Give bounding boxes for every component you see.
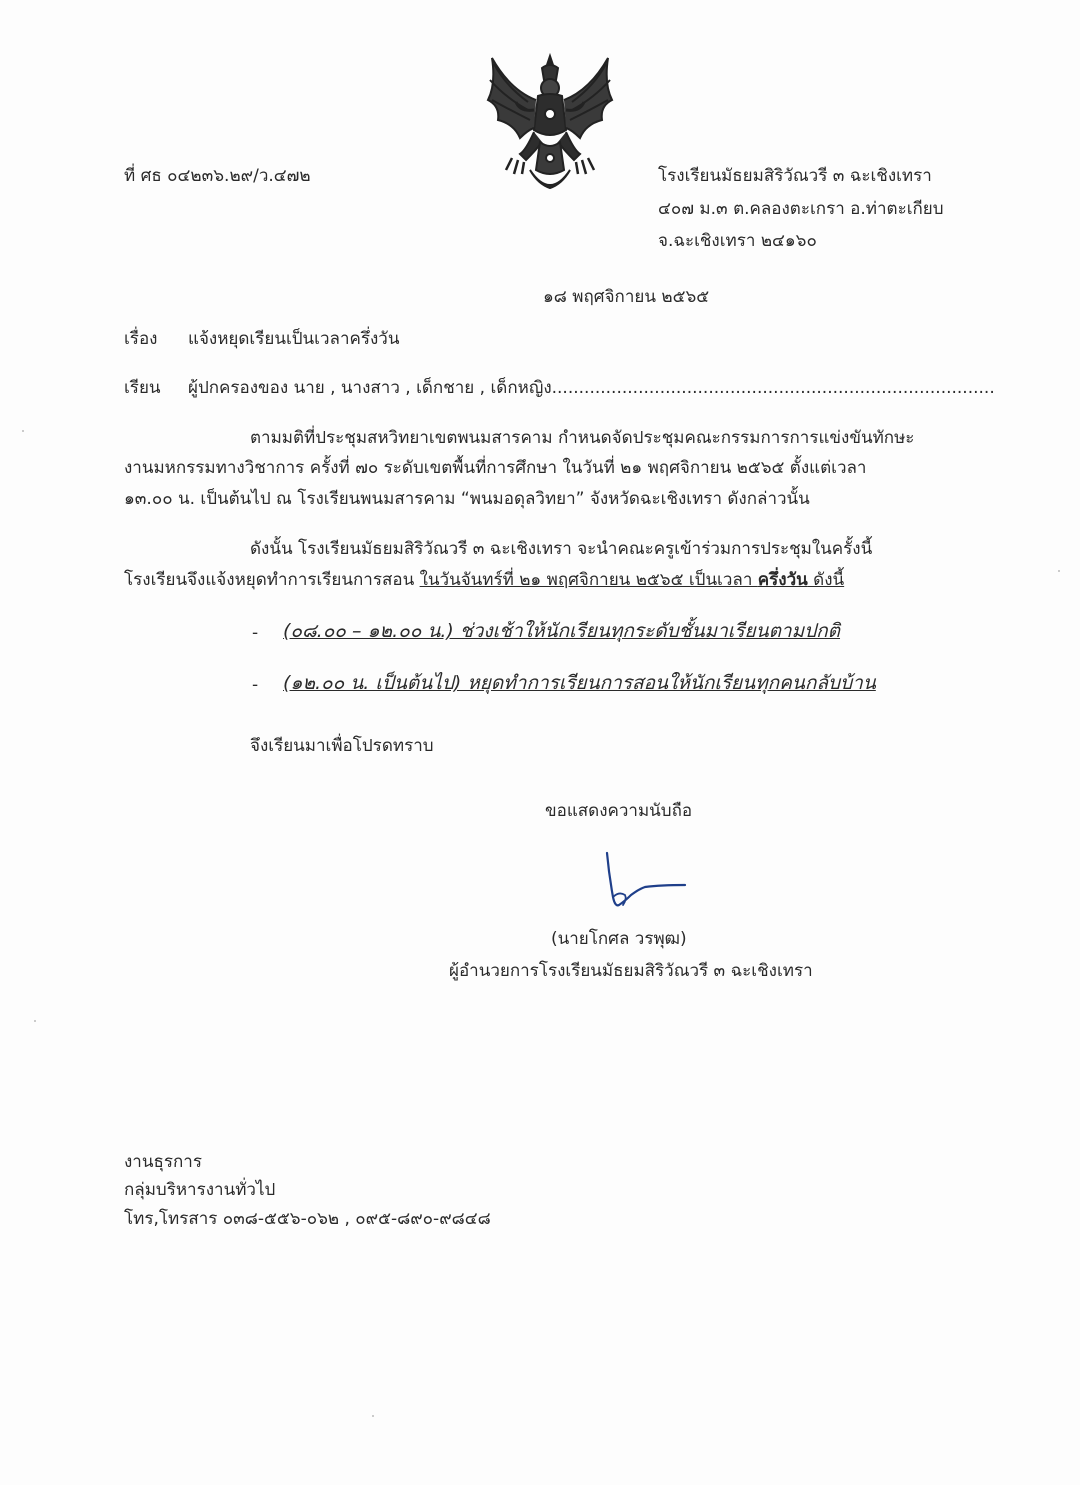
footer-department: งานธุรการ — [124, 1152, 202, 1172]
garuda-emblem-icon — [470, 50, 630, 200]
scan-speck — [22, 430, 24, 432]
signatory-name: (นายโกศล วรพุฒ) — [551, 929, 687, 949]
signature-icon — [585, 845, 695, 920]
letter-date: ๑๘ พฤศจิกายน ๒๕๖๕ — [543, 287, 710, 307]
addressee-text: ผู้ปกครองของ นาย , นางสาว , เด็กชาย , เด็กหญิง.................................................................................. — [188, 378, 995, 398]
school-name: โรงเรียนมัธยมสิริวัณวรี ๓ ฉะเชิงเทรา — [658, 166, 932, 186]
para1-line1: ตามมติที่ประชุมสหวิทยาเขตพนมสารคาม กำหนดจัดประชุมคณะกรรมการการแข่งขันทักษะ — [250, 428, 915, 448]
regards: ขอแสดงความนับถือ — [545, 801, 693, 821]
bullet2-text: (๑๒.๐๐ น. เป็นต้นไป) หยุดทำการเรียนการสอนให้นักเรียนทุกคนกลับบ้าน — [283, 672, 876, 694]
para2-line2 — [124, 569, 844, 591]
para2-line2-start: โรงเรียนจึงแจ้งหยุดทำการเรียนการสอน — [124, 570, 420, 590]
para2-line1: ดังนั้น โรงเรียนมัธยมสิริวัณวรี ๓ ฉะเชิงเทรา จะนำคณะครูเข้าร่วมการประชุมในครั้งนี้ — [250, 539, 873, 559]
scan-speck — [1058, 570, 1060, 572]
closing-line: จึงเรียนมาเพื่อโปรดทราบ — [250, 736, 434, 756]
addressee-label: เรียน — [124, 378, 161, 398]
bullet2-marker: - — [252, 675, 259, 695]
footer-phone: โทร,โทรสาร ๐๓๘-๕๕๖-๐๖๒ , ๐๙๕-๘๙๐-๙๘๔๘ — [124, 1209, 491, 1229]
para1-line3: ๑๓.๐๐ น. เป็นต้นไป ณ โรงเรียนพนมสารคาม “พนมอดุลวิทยา” จังหวัดฉะเชิงเทรา ดังกล่าวนั้น — [124, 489, 810, 509]
scan-speck — [372, 1415, 374, 1417]
reference-number: ที่ ศธ ๐๔๒๓๖.๒๙/ว.๔๗๒ — [124, 166, 311, 186]
bullet1-marker: - — [252, 623, 259, 643]
address-line-1: ๔๐๗ ม.๓ ต.คลองตะเกรา อ.ท่าตะเกียบ — [658, 199, 944, 219]
scan-speck — [34, 1020, 36, 1022]
address-line-2: จ.ฉะเชิงเทรา ๒๔๑๖๐ — [658, 231, 817, 251]
subject-text: แจ้งหยุดเรียนเป็นเวลาครึ่งวัน — [188, 329, 400, 349]
bullet1-text: (๐๘.๐๐ – ๑๒.๐๐ น.) ช่วงเช้าให้นักเรียนทุกระดับชั้นมาเรียนตามปกติ — [283, 620, 841, 642]
para2-line2-halfday: ครึ่งวัน — [757, 570, 808, 590]
para1-line2: งานมหกรรมทางวิชาการ ครั้งที่ ๗๐ ระดับเขตพื้นที่การศึกษา ในวันที่ ๒๑ พฤศจิกายน ๒๕๖๕ ตั้งแต่เวลา — [124, 458, 867, 478]
subject-label: เรื่อง — [124, 329, 158, 349]
signatory-position: ผู้อำนวยการโรงเรียนมัธยมสิริวัณวรี ๓ ฉะเชิงเทรา — [449, 961, 813, 981]
para2-line2-end: ดังนี้ — [807, 570, 845, 590]
footer-group: กลุ่มบริหารงานทั่วไป — [124, 1180, 276, 1200]
para2-line2-date: ในวันจันทร์ที่ ๒๑ พฤศจิกายน ๒๕๖๕ เป็นเวลา — [419, 570, 758, 590]
